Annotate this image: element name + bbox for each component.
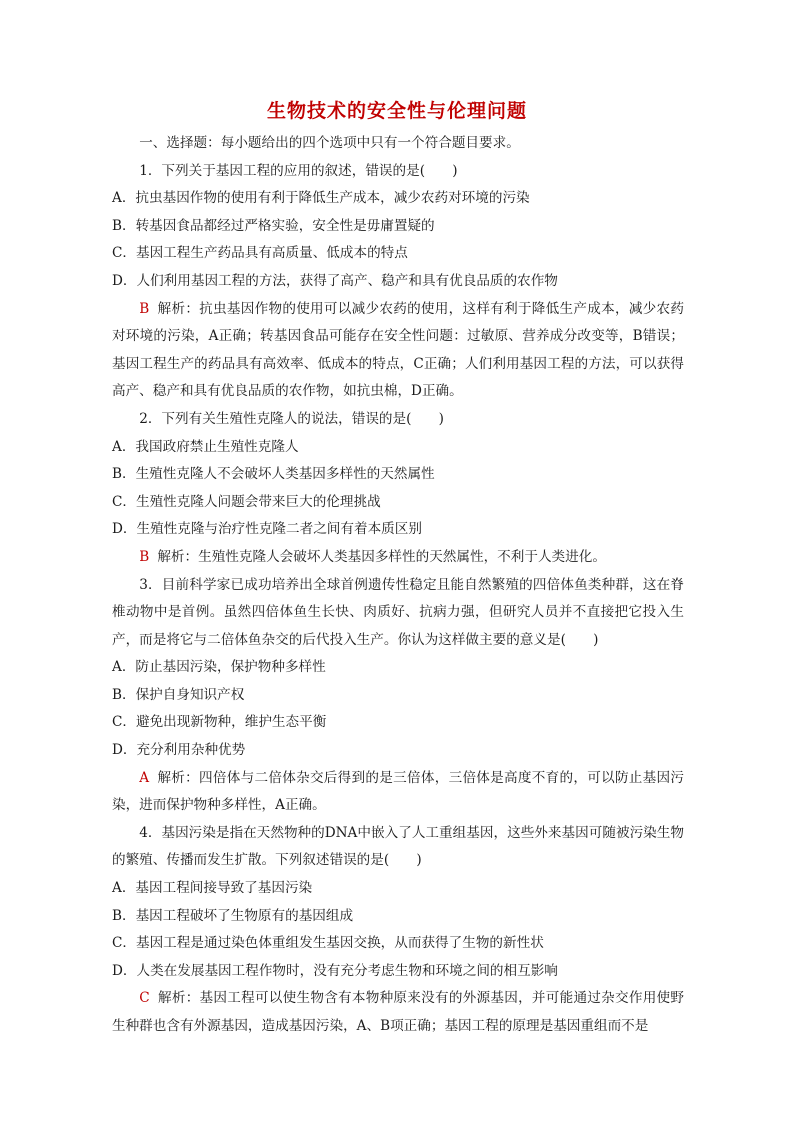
question-3-analysis-text: 解析：四倍体与二倍体杂交后得到的是三倍体，三倍体是高度不育的，可以防止基因污染，进而保护物种多样性，A正确。 [112, 769, 684, 814]
question-4-option-d: D．人类在发展基因工程作物时，没有充分考虑生物和环境之间的相互影响 [112, 962, 558, 979]
question-3-analysis [112, 765, 684, 820]
question-2-option-a: A．我国政府禁止生殖性克隆人 [112, 438, 299, 455]
question-4-stem: 4．基因污染是指在天然物种的DNA中嵌入了人工重组基因，这些外来基因可随被污染生物的繁殖、传播而发生扩散。下列叙述错误的是( ) [112, 824, 684, 869]
question-1-analysis-text: 解析：抗虫基因作物的使用可以减少农药的使用，这样有利于降低生产成本，减少农药对环境的污染，A正确；转基因食品可能存在安全性问题：过敏原、营养成分改变等，B错误；基因工程生产的药品具有高效率、低成本的特点，C正确；人们利用基因工程的方法，可以获得高产、稳产和具有优良品质的农作物，如抗虫棉，D正确。 [112, 300, 684, 400]
question-4-option-a: A．基因工程间接导致了基因污染 [112, 880, 313, 897]
question-4-option-c: C．基因工程是通过染色体重组发生基因交换，从而获得了生物的新性状 [112, 935, 544, 952]
question-2-option-d: D．生殖性克隆与治疗性克隆二者之间有着本质区别 [112, 521, 422, 538]
question-4-option-b: B．基因工程破坏了生物原有的基因组成 [112, 907, 354, 924]
question-3-stem: 3．目前科学家已成功培养出全球首例遗传性稳定且能自然繁殖的四倍体鱼类种群，这在脊椎动物中是首例。虽然四倍体鱼生长快、肉质好、抗病力强，但研究人员并不直接把它投入生产，而是将它与二倍体鱼杂交的后代投入生产。你认为这样做主要的意义是( ) [112, 576, 684, 648]
question-2-analysis-text: 解析：生殖性克隆人会破坏人类基因多样性的天然属性，不利于人类进化。 [157, 548, 606, 565]
question-2-stem: 2．下列有关生殖性克隆人的说法，错误的是( ) [139, 410, 444, 427]
question-2-option-c: C．生殖性克隆人问题会带来巨大的伦理挑战 [112, 493, 381, 510]
question-1-option-a: A．抗虫基因作物的使用有利于降低生产成本，减少农药对环境的污染 [112, 190, 530, 207]
question-4-analysis [112, 985, 684, 1040]
question-3-option-d: D．充分利用杂种优势 [112, 742, 246, 759]
document-body [112, 130, 684, 1041]
question-1-option-d: D．人们利用基因工程的方法，获得了高产、稳产和具有优良品质的农作物 [112, 272, 558, 289]
question-2-option-b: B．生殖性克隆人不会破坏人类基因多样性的天然属性 [112, 466, 435, 483]
question-3-option-b: B．保护自身知识产权 [112, 686, 245, 703]
question-1-option-b: B．转基因食品都经过严格实验，安全性是毋庸置疑的 [112, 217, 435, 234]
question-3-option-c: C．避免出现新物种，维护生态平衡 [112, 714, 327, 731]
section-heading: 一、选择题：每小题给出的四个选项中只有一个符合题目要求。 [139, 135, 520, 151]
question-4-analysis-text: 解析：基因工程可以使生物含有本物种原来没有的外源基因，并可能通过杂交作用使野生种群也含有外源基因，造成基因污染，A、B项正确；基因工程的原理是基因重组而不是 [112, 990, 684, 1034]
question-4-answer: C [139, 990, 150, 1007]
question-1-option-c: C．基因工程生产药品具有高质量、低成本的特点 [112, 245, 408, 262]
question-1-analysis [112, 296, 684, 406]
question-1-answer: B [139, 300, 150, 317]
page-title: 生物技术的安全性与伦理问题 [266, 100, 527, 122]
question-3-option-a: A．防止基因污染，保护物种多样性 [112, 659, 326, 676]
question-3-answer: A [139, 769, 150, 786]
question-1-stem: 1．下列关于基因工程的应用的叙述，错误的是( ) [139, 162, 458, 179]
question-2-answer: B [139, 548, 150, 565]
question-2-analysis [112, 544, 684, 572]
